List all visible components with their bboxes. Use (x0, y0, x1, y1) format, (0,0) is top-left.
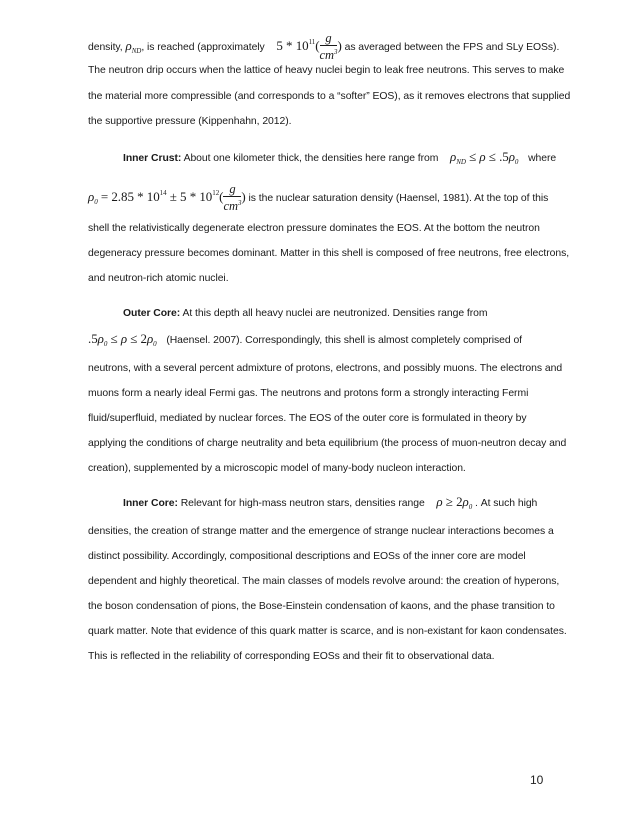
p5-line-1 (123, 495, 537, 514)
text: At this depth all heavy nuclei are neutronized. Densities range from (182, 308, 488, 319)
text: . At such high (475, 498, 538, 509)
p2-line-1: The neutron drip occurs when the lattice of heavy nuclei begin to leak free neutrons. This serves to make (88, 65, 565, 76)
p3-line-3: shell the relativistically degenerate electron pressure dominates the EOS. At the bottom the neutron (88, 223, 540, 234)
p4-line-5: fluid/superfluid, mediated by nuclear forces. The EOS of the outer core is formulated in theory by (88, 413, 527, 424)
section-heading: Inner Crust: (123, 153, 182, 164)
p3-line-4: degeneracy pressure becomes dominant. Matter in this shell is composed of free neutrons, free electrons, (88, 248, 570, 259)
text: where (528, 153, 557, 164)
p3-line-5: and neutron-rich atomic nuclei. (88, 273, 229, 284)
text: as averaged between the FPS and SLy EOSs). (344, 41, 560, 53)
text: is the nuclear saturation density (Haensel, 1981). At the top of this (248, 192, 549, 204)
math-inequality: $.5\rho_0 \le \rho \le 2\rho_0$ (88, 331, 157, 348)
text: Relevant for high-mass neutron stars, densities range (180, 498, 425, 509)
text: density, (88, 41, 123, 53)
math-expression: $5 * 10^{11}$( $\frac{g}{cm^3}$ ) (276, 31, 342, 62)
p2-line-2: the material more compressible (and corresponds to a “softer” EOS), as it removes electrons that supplied (88, 91, 571, 102)
math-inequality: $\rho \ge 2\rho_0$ (436, 494, 473, 511)
section-heading: Outer Core: (123, 308, 181, 319)
p4-line-2 (88, 332, 522, 351)
p4-line-7: creation), supplemented by a microscopic model of many-body nucleon interaction. (88, 463, 466, 474)
p5-line-5: the boson condensation of pions, the Bose-Einstein condensation of kaons, and the phase transition to (88, 601, 555, 612)
p5-line-2: densities, the creation of strange matter and the emergence of strange nuclear interactions becomes a (88, 526, 554, 537)
math-expression: $\rho_0 = 2.85 * 10^{14} \pm 5 * 10^{12}$( $\frac{g}{cm^3}$ ) (88, 182, 246, 213)
page-number: 10 (530, 773, 544, 787)
p4-line-1 (123, 307, 487, 321)
p5-line-6: quark matter. Note that evidence of this quark matter is scarce, and is non-existant for kaon condensates. (88, 626, 567, 637)
math-rho: $\rho_{ND}$ (125, 37, 142, 55)
text: (Haensel. 2007). Correspondingly, this shell is almost completely comprised of (166, 335, 523, 346)
section-heading: Inner Core: (123, 498, 178, 509)
p5-line-3: distinct possibility. Accordingly, compositional descriptions and EOSs of the inner core are model (88, 551, 526, 562)
p4-line-4: muons form a nearly ideal Fermi gas. The neutrons and protons form a strongly interacting Fermi (88, 388, 529, 399)
p5-line-4: dependent and highly theoretical. The main classes of models revolve around: the creation of hyperons, (88, 576, 560, 587)
p3-line-1 (123, 150, 556, 169)
p3-line-2 (88, 183, 548, 213)
p4-line-3: neutrons, with a several percent admixture of protons, electrons, and possibly muons. The electrons and (88, 363, 563, 374)
math-fraction: $\frac{g}{cm^3}$ (223, 182, 242, 213)
text: , is reached (approximately (141, 41, 265, 53)
text: About one kilometer thick, the densities here range from (183, 153, 439, 164)
p2-line-3: the supportive pressure (Kippenhahn, 2012). (88, 116, 292, 127)
p4-line-6: applying the conditions of charge neutrality and beta equilibrium (the process of muon-neutron decay and (88, 438, 567, 449)
p5-line-7: This is reflected in the reliability of corresponding EOSs and their fit to observational data. (88, 651, 495, 662)
math-fraction: $\frac{g}{cm^3}$ (319, 31, 338, 62)
p1-line-1 (88, 32, 559, 62)
math-inequality: $\rho_{ND} \le \rho \le .5\rho_0$ (450, 149, 519, 166)
